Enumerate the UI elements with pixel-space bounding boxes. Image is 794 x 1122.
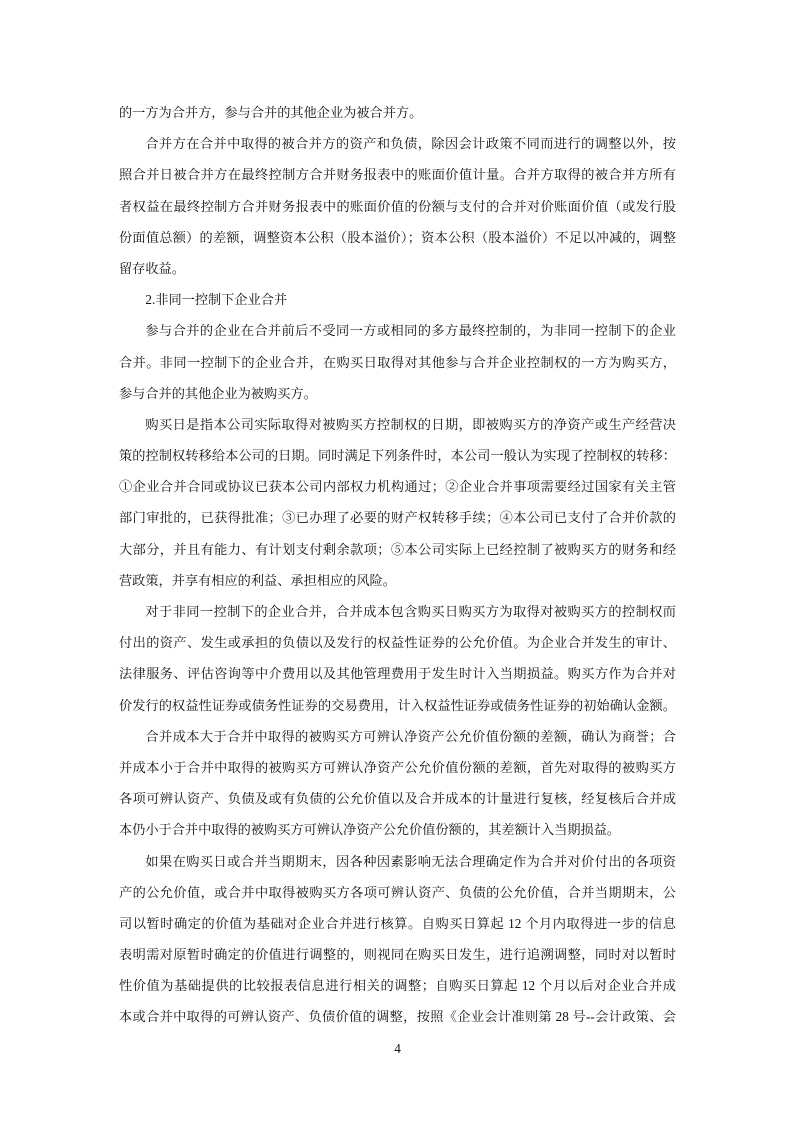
text-line: 本或合并中取得的可辨认资产、负债价值的调整，按照《企业会计准则第 28 号--会计政策、会 bbox=[119, 1009, 676, 1025]
text-line: 对于非同一控制下的企业合并，合并成本包含购买日购买方为取得对被购买方的控制权而 bbox=[145, 604, 676, 619]
text-line: 份面值总额）的差额，调整资本公积（股本溢价）；资本公积（股本溢价）不足以冲减的，调整 bbox=[119, 229, 676, 245]
text-line: 价发行的权益性证券或债务性证券的交易费用，计入权益性证券或债务性证券的初始确认金额。 bbox=[119, 697, 676, 713]
text-line: 合并成本大于合并中取得的被购买方可辨认净资产公允价值份额的差额，确认为商誉；合 bbox=[145, 728, 676, 744]
text-line: 者权益在最终控制方合并财务报表中的账面价值的份额与支付的合并对价账面价值（或发行股 bbox=[119, 198, 676, 214]
text-line: 参与合并的其他企业为被购买方。 bbox=[119, 385, 317, 401]
text-line: 性价值为基础提供的比较报表信息进行相关的调整；自购买日算起 12 个月以后对企业合并成 bbox=[119, 978, 676, 994]
text-line: 并成本小于合并中取得的被购买方可辨认净资产公允价值份额的差额，首先对取得的被购买方 bbox=[119, 759, 676, 775]
text-line: 留存收益。 bbox=[119, 260, 185, 276]
page-number: 4 bbox=[394, 1041, 401, 1056]
text-line: 如果在购买日或合并当期期末，因各种因素影响无法合理确定作为合并对价付出的各项资 bbox=[145, 853, 676, 869]
text-line: 本仍小于合并中取得的被购买方可辨认净资产公允价值份额的，其差额计入当期损益。 bbox=[119, 822, 621, 838]
text-block bbox=[119, 97, 676, 1033]
text-line: 2.非同一控制下企业合并 bbox=[145, 292, 288, 308]
text-line: 合并。非同一控制下的企业合并，在购买日取得对其他参与合并企业控制权的一方为购买方， bbox=[119, 354, 676, 370]
text-line: 营政策，并享有相应的利益、承担相应的风险。 bbox=[119, 572, 396, 588]
text-line: 照合并日被合并方在最终控制方合并财务报表中的账面价值计量。合并方取得的被合并方所有 bbox=[119, 167, 676, 183]
text-line: 策的控制权转移给本公司的日期。同时满足下列条件时，本公司一般认为实现了控制权的转移： bbox=[119, 448, 676, 464]
text-line: 购买日是指本公司实际取得对被购买方控制权的日期，即被购买方的净资产或生产经营决 bbox=[145, 416, 676, 432]
text-line: 参与合并的企业在合并前后不受同一方或相同的多方最终控制的，为非同一控制下的企业 bbox=[145, 323, 676, 339]
text-line: 合并方在合并中取得的被合并方的资产和负债，除因会计政策不同而进行的调整以外，按 bbox=[145, 136, 676, 152]
text-line: 的一方为合并方，参与合并的其他企业为被合并方。 bbox=[119, 105, 423, 120]
text-line: 表明需对原暂时确定的价值进行调整的，则视同在购买日发生，进行追溯调整，同时对以暂时 bbox=[119, 947, 676, 963]
text-line: 产的公允价值，或合并中取得被购买方各项可辨认资产、负债的公允价值，合并当期期末，公 bbox=[119, 884, 676, 900]
text-line: 法律服务、评估咨询等中介费用以及其他管理费用于发生时计入当期损益。购买方作为合并对 bbox=[119, 666, 676, 682]
text-line: 付出的资产、发生或承担的负债以及发行的权益性证券的公允价值。为企业合并发生的审计、 bbox=[119, 635, 676, 651]
text-line: 大部分，并且有能力、有计划支付剩余款项；⑤本公司实际上已经控制了被购买方的财务和经 bbox=[119, 541, 676, 557]
text-line: 司以暂时确定的价值为基础对企业合并进行核算。自购买日算起 12 个月内取得进一步的信息 bbox=[119, 915, 676, 931]
text-line: 部门审批的，已获得批准；③已办理了必要的财产权转移手续；④本公司已支付了合并价款的 bbox=[119, 510, 676, 526]
text-line: ①企业合并合同或协议已获本公司内部权力机构通过；②企业合并事项需要经过国家有关主管 bbox=[119, 479, 676, 495]
text-line: 各项可辨认资产、负债及或有负债的公允价值以及合并成本的计量进行复核，经复核后合并成 bbox=[119, 791, 676, 807]
